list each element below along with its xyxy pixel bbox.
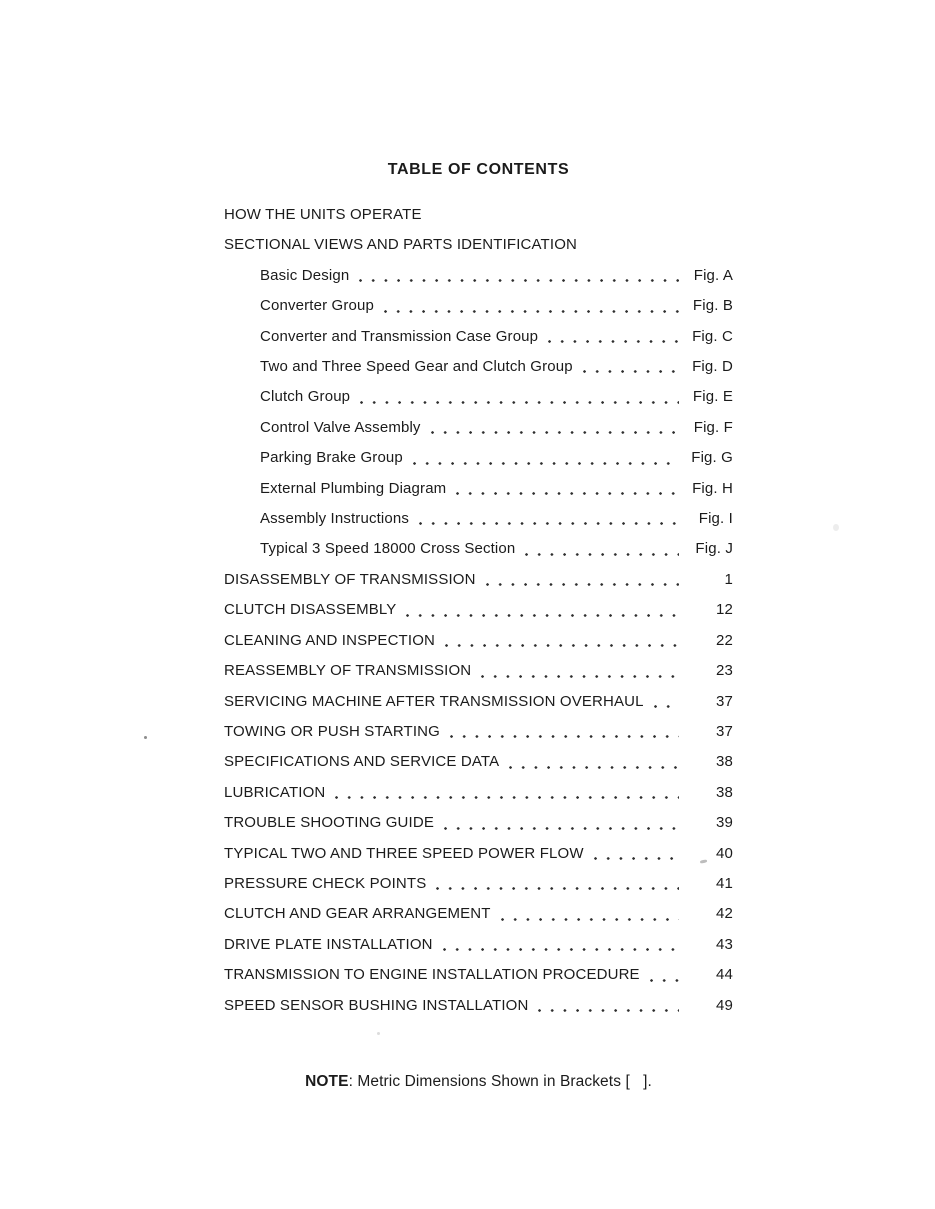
dot-leader [506,747,679,777]
toc-entry-label: SPECIFICATIONS AND SERVICE DATA [224,753,500,771]
toc-entry-ref: Fig. E [692,388,733,406]
toc-row [224,474,733,504]
toc-entry-ref: 44 [716,966,733,984]
toc-row [224,261,733,291]
toc-row [224,656,733,686]
toc-row [224,626,733,656]
toc-entry-label: REASSEMBLY OF TRANSMISSION [224,662,472,680]
toc-entry-label: Typical 3 Speed 18000 Cross Section [260,540,516,558]
toc-entry-ref: Fig. H [692,479,733,497]
toc-row [224,200,733,230]
toc-entry-ref: Fig. D [692,358,733,376]
toc-entry-label: Parking Brake Group [260,449,403,467]
toc-entry-label: Assembly Instructions [260,510,410,528]
toc-entry-label: SPEED SENSOR BUSHING INSTALLATION [224,996,529,1014]
toc-entry-ref: 1 [724,570,733,588]
toc-entry-label: HOW THE UNITS OPERATE [224,206,422,223]
toc-list [224,200,733,1021]
toc-row [224,443,733,473]
dot-leader [453,474,679,504]
dot-leader [442,626,679,656]
toc-row [224,839,733,869]
dot-leader [478,656,679,686]
dot-leader [580,352,679,382]
toc-entry-label: CLUTCH AND GEAR ARRANGEMENT [224,905,491,923]
dot-leader [403,595,679,625]
dot-leader [433,869,679,899]
dot-leader [498,899,679,929]
toc-row [224,565,733,595]
toc-entry-ref: 38 [716,753,733,771]
toc-entry-label: TRANSMISSION TO ENGINE INSTALLATION PROCEDURE [224,966,640,984]
toc-entry-ref: 37 [716,692,733,710]
dot-leader [357,382,679,412]
toc-entry-ref: 40 [716,844,733,862]
toc-row [224,869,733,899]
toc-entry-ref: 12 [716,601,733,619]
metric-note [224,1073,733,1091]
scan-speck [833,524,839,531]
toc-entry-label: CLEANING AND INSPECTION [224,631,435,649]
dot-leader [441,808,679,838]
toc-entry-label: LUBRICATION [224,783,326,801]
toc-entry-label: DRIVE PLATE INSTALLATION [224,935,433,953]
dot-leader [381,291,679,321]
dot-leader [545,322,679,352]
toc-entry-ref: 43 [716,935,733,953]
toc-entry-label: Converter Group [260,297,374,315]
toc-row [224,382,733,412]
toc-row [224,595,733,625]
toc-row [224,230,733,260]
toc-entry-label: Control Valve Assembly [260,418,421,436]
page-title: TABLE OF CONTENTS [387,161,570,178]
toc-entry-ref: Fig. B [692,297,733,315]
toc-entry-label: Basic Design [260,266,350,284]
toc-entry-label: PRESSURE CHECK POINTS [224,874,427,892]
toc-row [224,413,733,443]
scan-speck [144,736,147,739]
dot-leader [440,930,679,960]
note-label: NOTE [305,1072,349,1090]
toc-entry-ref: 41 [716,874,733,892]
toc-entry-label: External Plumbing Diagram [260,479,447,497]
toc-row [224,687,733,717]
toc-entry-label: TROUBLE SHOOTING GUIDE [224,814,434,832]
dot-leader [416,504,679,534]
toc-entry-ref: 42 [716,905,733,923]
dot-leader [356,261,679,291]
dot-leader [591,839,679,869]
toc-row [224,930,733,960]
toc-entry-ref: 37 [716,722,733,740]
toc-entry-label: Clutch Group [260,388,351,406]
toc-row [224,808,733,838]
toc-entry-ref: 22 [716,631,733,649]
toc-entry-label: SERVICING MACHINE AFTER TRANSMISSION OVERHAUL [224,692,644,710]
dot-leader [647,960,679,990]
scan-speck [377,1032,380,1035]
dot-leader [522,534,679,564]
toc-entry-label: TOWING OR PUSH STARTING [224,722,440,740]
dot-leader [483,565,679,595]
toc-row [224,291,733,321]
toc-entry-label: Two and Three Speed Gear and Clutch Group [260,358,573,376]
toc-entry-ref: Fig. A [693,266,733,284]
toc-entry-ref: 38 [716,783,733,801]
toc-entry-ref: Fig. F [693,418,733,436]
toc-entry-label: SECTIONAL VIEWS AND PARTS IDENTIFICATION [224,236,577,254]
toc-row [224,322,733,352]
toc-row [224,534,733,564]
dot-leader [651,687,679,717]
toc-row [224,504,733,534]
toc-entry-ref: 49 [716,996,733,1014]
toc-entry-label: DISASSEMBLY OF TRANSMISSION [224,570,476,588]
toc-row [224,899,733,929]
toc-entry-label: Converter and Transmission Case Group [260,327,539,345]
toc-row [224,352,733,382]
toc-entry-ref: Fig. J [695,540,733,558]
toc-row [224,717,733,747]
toc-row [224,747,733,777]
toc-entry-label: TYPICAL TWO AND THREE SPEED POWER FLOW [224,844,584,862]
toc-entry-ref: 23 [716,662,733,680]
toc-row [224,778,733,808]
dot-leader [535,991,679,1021]
dot-leader [447,717,679,747]
dot-leader [332,778,679,808]
note-text: : Metric Dimensions Shown in Brackets [ ]. [348,1072,652,1090]
toc-entry-label: CLUTCH DISASSEMBLY [224,601,397,619]
toc-entry-ref: Fig. C [692,327,733,345]
dot-leader [428,413,679,443]
toc-entry-ref: Fig. G [691,449,733,467]
toc-entry-ref: Fig. I [698,510,733,528]
toc-row [224,991,733,1021]
toc-entry-ref: 39 [716,814,733,832]
dot-leader [410,443,679,473]
toc-row [224,960,733,990]
